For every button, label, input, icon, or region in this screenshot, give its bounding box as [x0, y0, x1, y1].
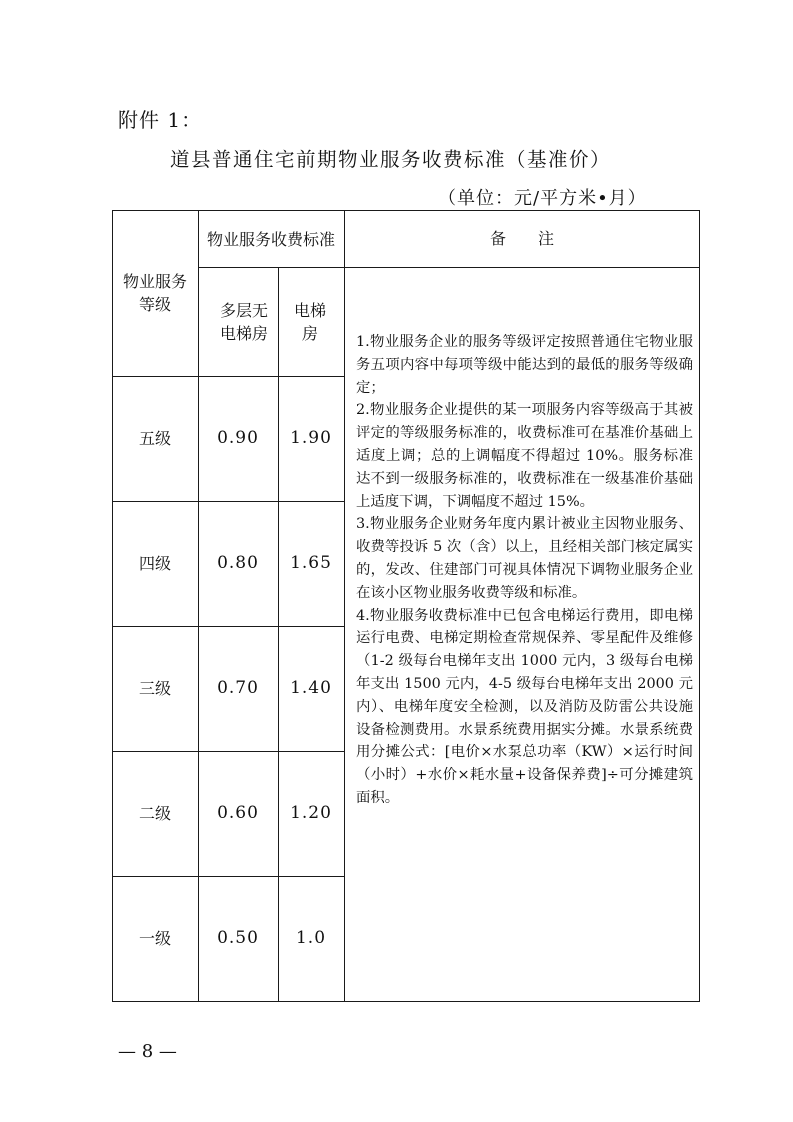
- row-no-elevator-price: 0.50: [217, 928, 259, 948]
- table-border-right: [699, 210, 700, 1002]
- unit-note: （单位：元/平方米•月）: [438, 188, 647, 209]
- row-grade: 五级: [138, 429, 171, 448]
- note-item: 4.物业服务收费标准中已包含电梯运行费用，即电梯运行电费、电梯定期检查常规保养、零星配件及维修（1-2 级每台电梯年支出 1000 元内，3 级每台电梯年支出 1500 元内，4-5 级每台电梯年支出 2000 元内）、电梯年度安全检测，以及消防及防雷公共设施设备检测费用。水景系统费用据实分摊。水景系统费用分摊公式：[电价×水泵总功率（KW）×运行时间（小时）+水价×耗水量+设备保养费]÷可分摊建筑面积。: [356, 607, 693, 806]
- row-grade: 四级: [138, 554, 171, 573]
- row-grade: 三级: [138, 679, 171, 698]
- note-item: 1.物业服务企业的服务等级评定按照普通住宅物业服务五项内容中每项等级中能达到的最低的服务等级确定；: [356, 334, 693, 396]
- header-remarks: 备 注: [489, 229, 554, 248]
- header-divider: [198, 267, 700, 268]
- table-border-bottom: [112, 1001, 700, 1002]
- column-divider: [344, 210, 345, 1002]
- row-grade: 一级: [138, 929, 171, 948]
- row-elevator-price: 1.0: [295, 928, 327, 948]
- document-title: 道县普通住宅前期物业服务收费标准（基准价）: [170, 148, 612, 171]
- note-item: 3.物业服务企业财务年度内累计被业主因物业服务、收费等投诉 5 次（含）以上，且经相关部门核定属实的，发改、住建部门可视具体情况下调物业服务企业在该小区物业服务收费等级和标准。: [356, 516, 693, 601]
- fee-standard-table: [112, 210, 700, 1002]
- remarks-notes: [356, 331, 693, 810]
- row-elevator-price: 1.40: [290, 678, 332, 698]
- row-grade: 二级: [138, 804, 171, 823]
- header-elevator: 电梯房: [293, 300, 326, 343]
- page-number: — 8 —: [118, 1041, 177, 1062]
- row-no-elevator-price: 0.90: [217, 428, 259, 448]
- row-elevator-price: 1.20: [290, 803, 332, 823]
- header-fee-standard: 物业服务收费标准: [206, 230, 335, 249]
- row-no-elevator-price: 0.60: [217, 803, 259, 823]
- row-elevator-price: 1.65: [290, 553, 332, 573]
- row-no-elevator-price: 0.80: [217, 553, 259, 573]
- attachment-label: 附件 1：: [118, 108, 203, 132]
- header-grade: 物业服务等级: [122, 272, 187, 314]
- note-item: 2.物业服务企业提供的某一项服务内容等级高于其被评定的等级服务标准的，收费标准可在基准价基础上适度上调；总的上调幅度不得超过 10%。服务标准达不到一级服务标准的，收费标准在一级基准价基础上适度下调，下调幅度不超过 15%。: [356, 402, 693, 510]
- header-no-elevator: 多层无电梯房: [219, 300, 268, 343]
- row-no-elevator-price: 0.70: [217, 678, 259, 698]
- row-elevator-price: 1.90: [290, 428, 332, 448]
